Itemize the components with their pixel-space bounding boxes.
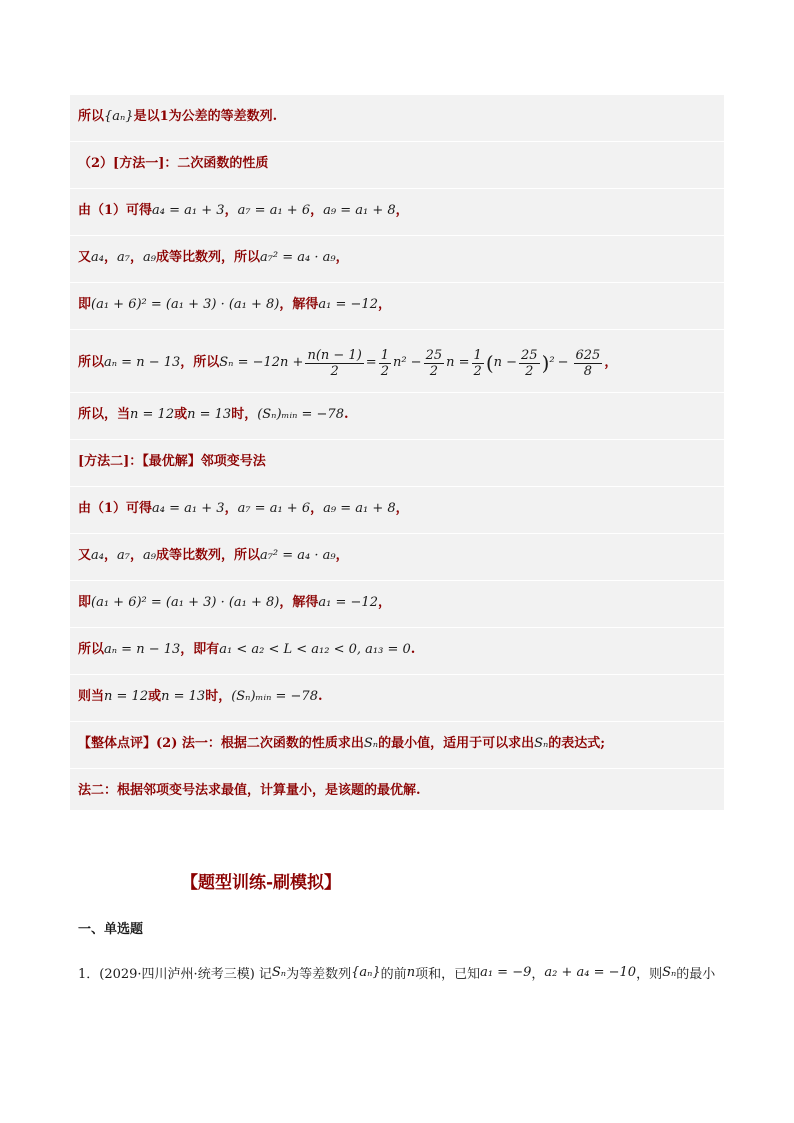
math: a₉ = a₁ + 8 — [323, 501, 396, 516]
divider — [70, 674, 724, 675]
divider — [70, 580, 724, 581]
method-one-heading: （2）[方法一]：二次函数的性质 — [78, 156, 269, 171]
solution-line-4 — [78, 238, 349, 278]
math: n² − — [392, 355, 422, 370]
text: 项和，已知 — [415, 967, 481, 982]
text: 1．(2029·四川泸州·统考三模) 记 — [78, 967, 272, 982]
text: 由（1）可得 — [78, 203, 153, 218]
text: . — [410, 642, 416, 657]
text: . — [317, 689, 323, 704]
solution-line-15 — [78, 771, 421, 811]
text: ， — [377, 595, 391, 610]
math: n = 13 — [161, 689, 206, 704]
fraction — [424, 348, 445, 379]
math: − — [557, 355, 569, 370]
paren-open: ( — [485, 351, 494, 375]
divider — [70, 282, 724, 283]
math: a₂ + a₄ = −10 — [544, 965, 637, 980]
question-type-heading: 一、单选题 — [78, 922, 144, 937]
math: Sₙ — [534, 736, 549, 751]
text: 的前 — [380, 967, 407, 982]
math: a₁ = −9 — [480, 965, 532, 980]
divider — [70, 627, 724, 628]
text: ，解得 — [279, 297, 319, 312]
text: 则当 — [78, 689, 105, 704]
text: ，解得 — [279, 595, 319, 610]
math: {aₙ} — [351, 965, 381, 980]
text: 成等比数列，所以 — [155, 250, 260, 265]
text: ， — [129, 548, 143, 563]
denominator: 8 — [583, 363, 593, 379]
text: ， — [129, 250, 143, 265]
text: ， — [395, 203, 409, 218]
denominator: 2 — [525, 363, 534, 379]
text: ， — [604, 355, 618, 370]
divider — [70, 392, 724, 393]
solution-line-2 — [78, 144, 268, 184]
math: (a₁ + 6)² = (a₁ + 3) · (a₁ + 8) — [91, 297, 280, 312]
math: (Sₙ)ₘᵢₙ = −78 — [257, 407, 344, 422]
fraction — [379, 348, 391, 379]
method-two-heading: [方法二]：【最优解】邻项变号法 — [78, 454, 266, 469]
text: ， — [310, 501, 324, 516]
text: 所以，当 — [78, 407, 131, 422]
text: . — [272, 109, 278, 124]
solution-line-11 — [78, 583, 391, 623]
text: ， — [103, 548, 117, 563]
math: (Sₙ)ₘᵢₙ = −78 — [231, 689, 318, 704]
solution-line-9 — [78, 489, 409, 529]
text: 即 — [78, 297, 92, 312]
math: a₇ = a₁ + 6 — [237, 203, 311, 218]
divider — [70, 235, 724, 236]
solution-line-10 — [78, 536, 349, 576]
math: Sₙ — [662, 965, 677, 980]
math: n − — [493, 355, 518, 370]
paren-close: ) — [541, 351, 550, 375]
text: ， — [377, 297, 391, 312]
solution-line-12 — [78, 630, 415, 670]
text: ，即有 — [180, 642, 220, 657]
text: ， — [310, 203, 324, 218]
text: ， — [224, 501, 238, 516]
numerator: 25 — [521, 347, 538, 363]
text: 由（1）可得 — [78, 501, 153, 516]
text: 又 — [78, 250, 92, 265]
solution-line-8 — [78, 442, 266, 482]
math: a₇² = a₄ · a₉ — [259, 548, 336, 563]
math: n = 13 — [187, 407, 232, 422]
text: 的最小值，适用于可以求出 — [378, 736, 535, 751]
math: aₙ = n − 13 — [104, 642, 181, 657]
math: Sₙ — [271, 965, 287, 980]
text: 法二：根据邻项变号法求最值，计算量小，是该题的最优解. — [78, 783, 421, 798]
math: a₁ = −12 — [318, 297, 378, 312]
text: ， — [103, 250, 117, 265]
text: 所以 — [78, 109, 105, 124]
question-1 — [78, 963, 715, 982]
math: a₉ — [142, 250, 156, 265]
fraction — [574, 348, 603, 379]
denominator: 2 — [429, 363, 438, 379]
text: 为等差数列 — [286, 967, 352, 982]
sn-formula — [219, 337, 604, 389]
math: a₄ — [91, 548, 104, 563]
math: ² — [549, 355, 555, 370]
denominator: 2 — [473, 363, 482, 379]
math: aₙ = n − 13 — [104, 355, 181, 370]
math-an-set: {aₙ} — [104, 109, 134, 124]
math: a₉ — [142, 548, 156, 563]
divider — [70, 486, 724, 487]
numerator: 25 — [425, 347, 443, 363]
text: 或 — [174, 407, 188, 422]
denominator: 2 — [380, 363, 389, 379]
math: n = 12 — [130, 407, 175, 422]
solution-line-5 — [78, 285, 391, 325]
divider — [70, 768, 724, 769]
numerator: 1 — [473, 347, 482, 363]
solution-line-7 — [78, 395, 349, 435]
math: n = — [446, 355, 470, 370]
math: a₇ = a₁ + 6 — [237, 501, 311, 516]
text: 的表达式; — [548, 736, 606, 751]
math: a₇² = a₄ · a₉ — [259, 250, 336, 265]
solution-line-13 — [78, 677, 323, 717]
numerator: 1 — [380, 347, 389, 363]
text: ， — [531, 967, 545, 982]
math: n — [406, 965, 416, 980]
solution-box — [70, 95, 724, 810]
numerator: 625 — [575, 347, 601, 363]
solution-line-14 — [78, 724, 605, 764]
text: 是以1为公差的等差数列 — [133, 109, 273, 124]
math: Sₙ — [363, 736, 379, 751]
math: a₄ — [91, 250, 104, 265]
text: 或 — [148, 689, 162, 704]
fraction — [305, 348, 363, 379]
solution-line-1 — [78, 97, 277, 137]
text: 又 — [78, 548, 92, 563]
numerator: n(n − 1) — [307, 347, 362, 363]
text: 的最小 — [676, 967, 716, 982]
denominator: 2 — [330, 363, 339, 379]
text: ， — [335, 548, 349, 563]
divider — [70, 141, 724, 142]
text: 所以 — [78, 355, 105, 370]
text: ，则 — [636, 967, 663, 982]
text: 所以 — [78, 642, 105, 657]
math: a₁ = −12 — [318, 595, 378, 610]
math: a₄ = a₁ + 3 — [152, 501, 225, 516]
divider — [70, 329, 724, 330]
fraction — [472, 348, 484, 379]
divider — [70, 721, 724, 722]
text: ， — [335, 250, 349, 265]
math: n = 12 — [104, 689, 149, 704]
math: a₁ < a₂ < L < a₁₂ < 0, a₁₃ = 0 — [219, 642, 411, 657]
text: ，所以 — [180, 355, 220, 370]
math: Sₙ = −12n + — [219, 355, 304, 370]
math: a₇ — [117, 548, 130, 563]
solution-line-6 — [78, 337, 617, 389]
text: 时， — [205, 689, 232, 704]
text: 成等比数列，所以 — [155, 548, 260, 563]
text: 【整体点评】(2) 法一：根据二次函数的性质求出 — [78, 736, 364, 751]
text: 时， — [231, 407, 258, 422]
math: a₄ = a₁ + 3 — [152, 203, 225, 218]
text: ， — [395, 501, 409, 516]
section-title: 【题型训练-刷模拟】 — [181, 873, 342, 893]
text: 即 — [78, 595, 92, 610]
divider — [70, 439, 724, 440]
text: . — [343, 407, 349, 422]
math: = — [365, 355, 377, 370]
solution-line-3 — [78, 191, 409, 231]
fraction — [519, 348, 540, 379]
divider — [70, 533, 724, 534]
math: (a₁ + 6)² = (a₁ + 3) · (a₁ + 8) — [91, 595, 280, 610]
text: ， — [224, 203, 238, 218]
divider — [70, 188, 724, 189]
math: a₇ — [117, 250, 130, 265]
math: a₉ = a₁ + 8 — [323, 203, 396, 218]
